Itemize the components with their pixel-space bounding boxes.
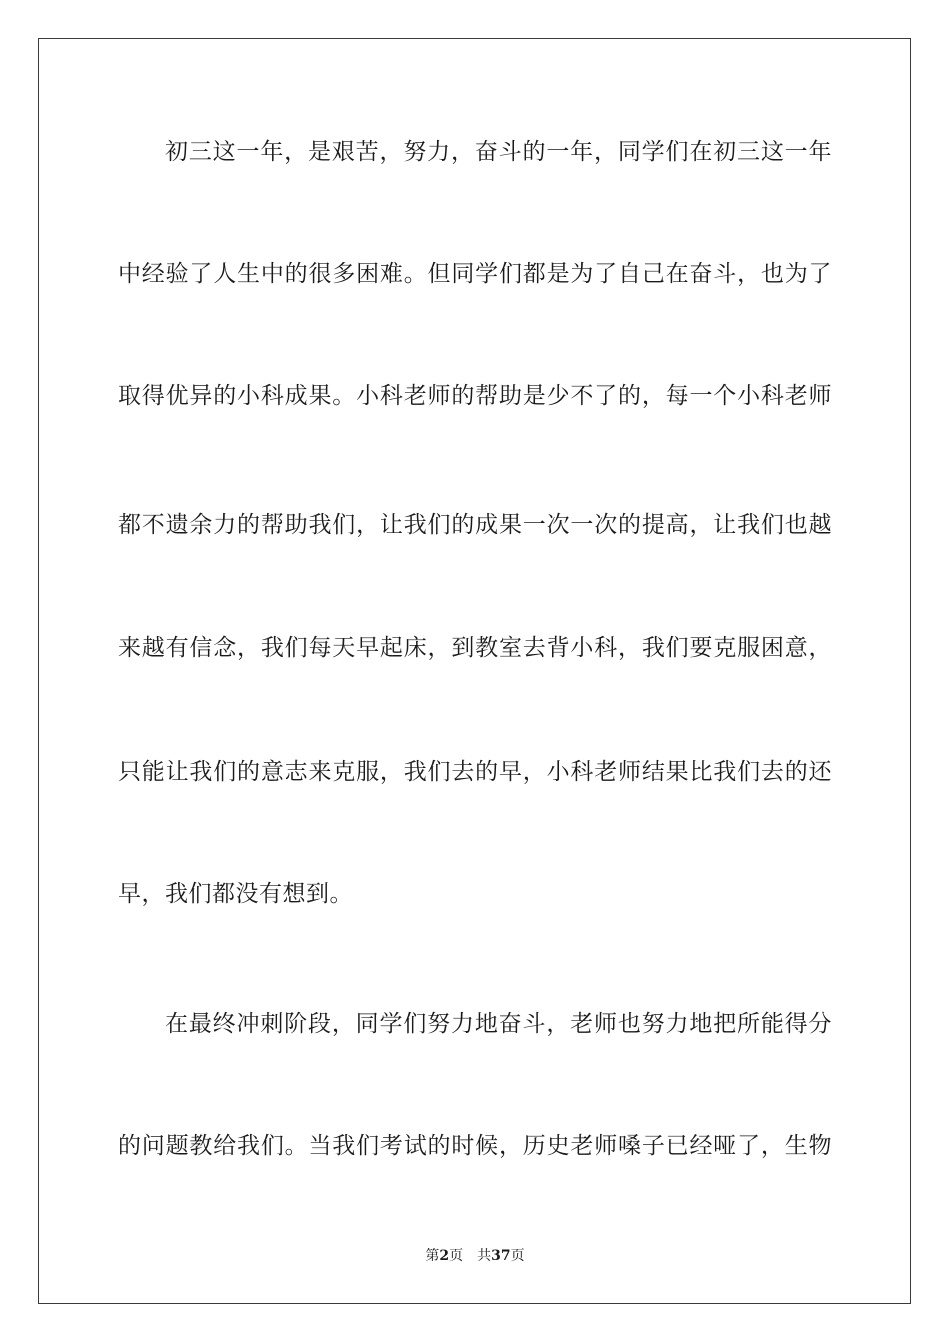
- total-pages: 37: [491, 1248, 511, 1264]
- page-footer: [0, 1246, 950, 1266]
- paragraph-2-line-2: 的问题教给我们。当我们考试的时候，历史老师嗓子已经哑了，生物: [118, 1133, 832, 1159]
- paragraph-1-line-7: 早，我们都没有想到。: [118, 881, 353, 907]
- paragraph-2-line-1: 在最终冲刺阶段，同学们努力地奋斗，老师也努力地把所能得分: [165, 1011, 832, 1037]
- paragraph-1-line-4: 都不遗余力的帮助我们，让我们的成果一次一次的提高，让我们也越: [118, 512, 832, 538]
- paragraph-1-line-1: 初三这一年，是艰苦，努力，奋斗的一年，同学们在初三这一年: [165, 139, 832, 165]
- page-suffix: 页: [449, 1248, 464, 1264]
- total-suffix: 页: [510, 1248, 525, 1264]
- paragraph-1-line-5: 来越有信念，我们每天早起床，到教室去背小科，我们要克服困意，: [118, 635, 832, 661]
- page-border: [38, 38, 911, 1304]
- page-prefix: 第: [425, 1248, 440, 1264]
- total-prefix: 共: [477, 1248, 492, 1264]
- paragraph-1-line-3: 取得优异的小科成果。小科老师的帮助是少不了的，每一个小科老师: [118, 383, 832, 409]
- paragraph-1-line-2: 中经验了人生中的很多困难。但同学们都是为了自己在奋斗，也为了: [118, 261, 832, 287]
- page-number: 2: [439, 1248, 450, 1264]
- paragraph-1-line-6: 只能让我们的意志来克服，我们去的早，小科老师结果比我们去的还: [118, 759, 832, 785]
